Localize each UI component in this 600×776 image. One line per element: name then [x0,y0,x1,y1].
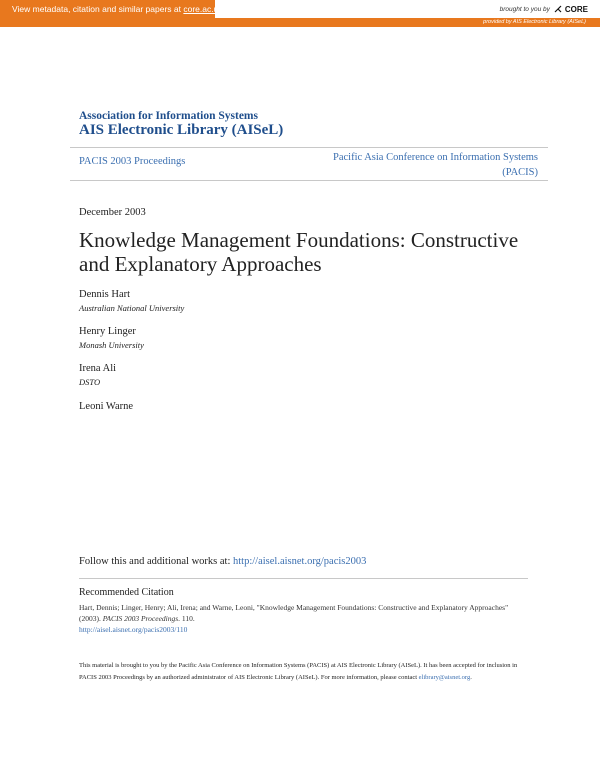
access-note [79,660,519,683]
follow-link[interactable]: http://aisel.aisnet.org/pacis2003 [233,556,367,567]
core-link[interactable]: core.ac.uk [183,4,223,14]
author-name[interactable]: Irena Ali [79,363,117,374]
core-logo-icon [553,4,563,14]
author-2 [79,326,144,350]
author-name[interactable]: Henry Linger [79,326,136,337]
core-logo-label: CORE [564,4,588,14]
provided-by-bar: provided by AIS Electronic Library (AISeL) [0,18,600,27]
citation-text: Hart, Dennis; Linger, Henry; Ali, Irena; and Warne, Leoni, "Knowledge Management Foundations: Constructive and Explanatory Approaches" (2003). [79,603,509,623]
citation-suffix: . 110. [178,614,195,623]
contact-email-link[interactable]: elibrary@aisnet.org [418,673,471,681]
author-institution: Australian National University [79,303,185,313]
author-3 [79,363,116,387]
paper-title: Knowledge Management Foundations: Constructive and Explanatory Approaches [79,228,519,276]
association-name[interactable]: Association for Information Systems [79,110,258,122]
brought-by-text: brought to you by [499,5,550,13]
header-divider-bottom [70,180,548,181]
author-institution: Monash University [79,340,144,350]
proceedings-link[interactable]: PACIS 2003 Proceedings [79,156,186,167]
conference-abbrev: (PACIS) [502,167,538,178]
view-metadata-text: View metadata, citation and similar papers at [12,4,184,14]
author-name[interactable]: Leoni Warne [79,401,134,412]
recommended-citation [79,602,519,635]
author-4 [79,401,133,412]
follow-text: Follow this and additional works at: [79,556,233,567]
core-logo[interactable] [553,4,588,14]
conference-link[interactable] [278,150,538,180]
note-text: This material is brought to you by the Pacific Asia Conference on Information Systems (PACIS) at AIS Electronic Library (AISeL). It has been accepted for inclusion in PACIS 2003 Proceedings by an authorized administrator of AIS Electronic Library (AISeL). For more information, please contact [79,662,518,681]
note-end: . [470,673,472,681]
citation-link[interactable]: http://aisel.aisnet.org/pacis2003/110 [79,625,188,634]
header-divider-top [70,147,548,148]
author-name[interactable]: Dennis Hart [79,289,131,300]
core-banner [0,0,600,27]
recommended-citation-heading: Recommended Citation [79,587,174,598]
library-name[interactable]: AIS Electronic Library (AISeL) [79,122,284,138]
author-1 [79,289,184,313]
brought-by-core [500,2,588,16]
citation-journal: PACIS 2003 Proceedings [102,614,179,623]
follow-works [79,556,366,567]
author-institution: DSTO [79,377,101,387]
paper-date: December 2003 [79,207,146,218]
core-metadata-bar [0,0,223,18]
citation-divider [79,578,528,579]
conference-name: Pacific Asia Conference on Information Systems [333,152,538,163]
